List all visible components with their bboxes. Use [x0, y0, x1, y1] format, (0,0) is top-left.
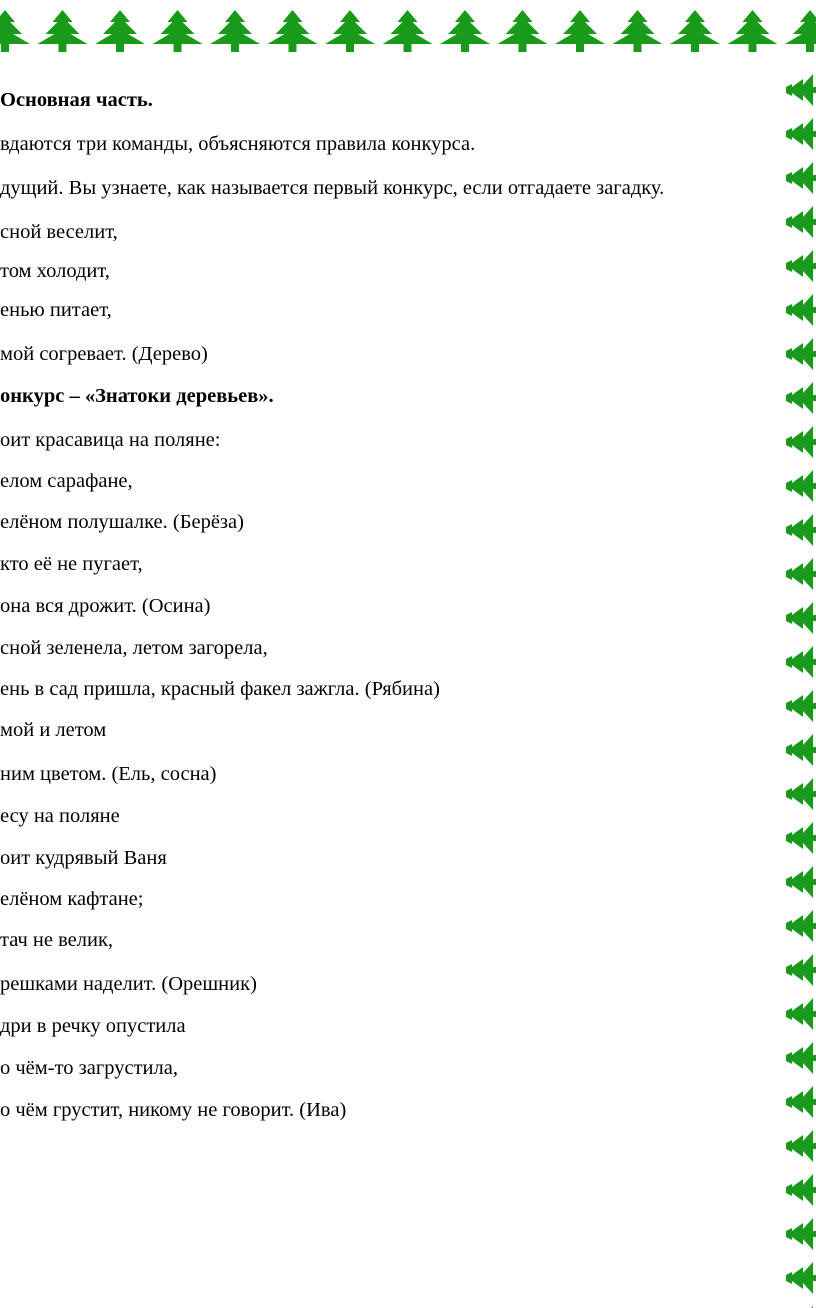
christmas-tree-icon	[786, 1086, 816, 1118]
riddle-line: есу на поляне	[0, 805, 120, 827]
riddle-line: сной веселит,	[0, 221, 118, 243]
riddle-line: о чём-то загрустила,	[0, 1057, 178, 1079]
christmas-tree-icon	[786, 1174, 816, 1206]
christmas-tree-icon	[786, 294, 816, 326]
christmas-tree-icon	[786, 514, 816, 546]
christmas-tree-icon	[786, 206, 816, 238]
christmas-tree-icon	[786, 690, 816, 722]
christmas-tree-icon	[786, 250, 816, 282]
riddle-line: дри в речку опустила	[0, 1015, 186, 1037]
christmas-tree-icon	[786, 866, 816, 898]
christmas-tree-icon	[786, 470, 816, 502]
riddle-line: елёном полушалке. (Берёза)	[0, 511, 244, 533]
riddle-line: решками наделит. (Орешник)	[0, 973, 257, 995]
christmas-tree-icon	[786, 1218, 816, 1250]
riddle-line: ним цветом. (Ель, сосна)	[0, 763, 217, 785]
riddle-line: сной зеленела, летом загорела,	[0, 637, 268, 659]
christmas-tree-icon	[786, 1130, 816, 1162]
christmas-tree-icon	[786, 778, 816, 810]
riddle-line: она вся дрожит. (Осина)	[0, 595, 211, 617]
riddle-line: ень в сад пришла, красный факел зажгла. (Рябина)	[0, 678, 440, 700]
riddle-line: мой согревает. (Дерево)	[0, 343, 208, 365]
christmas-tree-icon	[786, 734, 816, 766]
contest-heading: онкурс – «Знатоки деревьев».	[0, 385, 274, 407]
christmas-tree-icon	[786, 1262, 816, 1294]
riddle-line: о чём грустит, никому не говорит. (Ива)	[0, 1099, 347, 1121]
christmas-tree-icon	[786, 162, 816, 194]
christmas-tree-icon	[786, 74, 816, 106]
text-line: дущий. Вы узнаете, как называется первый конкурс, если отгадаете загадку.	[0, 177, 665, 199]
riddle-line: оит кудрявый Ваня	[0, 847, 167, 869]
riddle-line: оит красавица на поляне:	[0, 429, 221, 451]
christmas-tree-icon	[786, 382, 816, 414]
christmas-tree-icon	[786, 338, 816, 370]
text-line: вдаются три команды, объясняются правила конкурса.	[0, 133, 476, 155]
section-heading: Основная часть.	[0, 89, 153, 111]
riddle-line: енью питает,	[0, 299, 112, 321]
christmas-tree-icon	[786, 118, 816, 150]
christmas-tree-icon	[786, 822, 816, 854]
christmas-tree-icon	[786, 646, 816, 678]
christmas-tree-icon	[786, 910, 816, 942]
christmas-tree-icon	[786, 1042, 816, 1074]
riddle-line: елом сарафане,	[0, 470, 133, 492]
christmas-tree-icon	[786, 998, 816, 1030]
riddle-line: мой и летом	[0, 719, 107, 741]
riddle-line: кто её не пугает,	[0, 553, 143, 575]
christmas-tree-icon	[786, 602, 816, 634]
riddle-line: тач не велик,	[0, 929, 114, 951]
christmas-tree-icon	[786, 558, 816, 590]
right-tree-border	[786, 60, 816, 1308]
riddle-line: том холодит,	[0, 260, 110, 282]
christmas-tree-icon	[786, 426, 816, 458]
right-tree-column	[786, 60, 816, 1308]
riddle-line: елёном кафтане;	[0, 888, 144, 910]
christmas-tree-icon	[786, 954, 816, 986]
